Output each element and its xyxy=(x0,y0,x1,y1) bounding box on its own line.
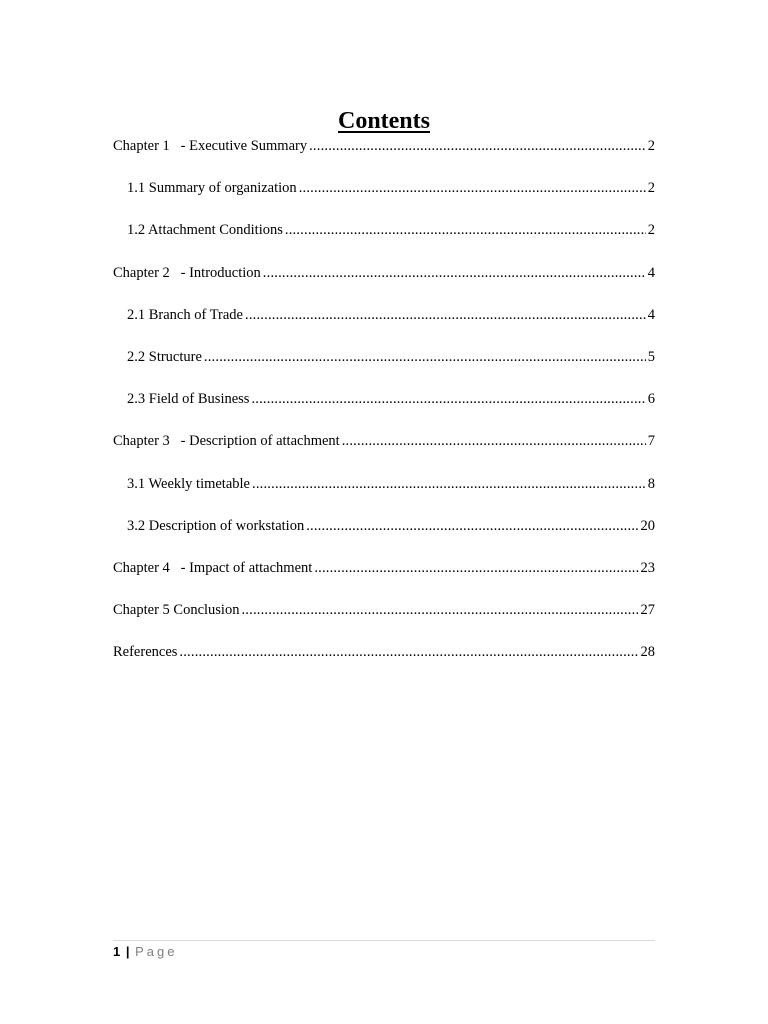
footer-separator: | xyxy=(125,944,130,959)
toc-entry-label: 2.3 Field of Business xyxy=(127,391,250,408)
footer-page-label: Page xyxy=(135,944,178,959)
toc-entry-label: 3.2 Description of workstation xyxy=(127,517,305,534)
toc-entry[interactable] xyxy=(113,642,655,684)
toc-entry-page: 7 xyxy=(647,433,655,450)
toc-dot-leader xyxy=(299,178,646,198)
toc-dot-leader xyxy=(204,347,646,367)
toc-entry-label: 3.1 Weekly timetable xyxy=(127,475,250,492)
toc-entry-label: Chapter 5 Conclusion xyxy=(113,602,240,619)
toc-dot-leader xyxy=(245,305,646,325)
toc-entry[interactable] xyxy=(113,136,655,178)
toc-entry-label: 2.1 Branch of Trade xyxy=(127,306,243,323)
toc-dot-leader xyxy=(309,136,646,156)
toc-entry-page: 4 xyxy=(647,306,655,323)
toc-entry-label: Chapter 2 - Introduction xyxy=(113,264,261,281)
toc-entry-page: 27 xyxy=(640,602,655,619)
toc-entry-label: 1.2 Attachment Conditions xyxy=(127,222,283,239)
toc-entry[interactable] xyxy=(113,389,655,431)
toc-entry-page: 6 xyxy=(647,391,655,408)
toc-entry[interactable] xyxy=(113,516,655,558)
toc-entry-label: Chapter 1 - Executive Summary xyxy=(113,138,308,154)
toc-dot-leader xyxy=(342,431,646,451)
toc-entry-page: 20 xyxy=(640,517,655,534)
toc-entry-page: 4 xyxy=(647,264,655,281)
toc-entry-page: 2 xyxy=(647,222,655,239)
toc-entry[interactable] xyxy=(113,220,655,262)
toc-entry[interactable] xyxy=(113,305,655,347)
footer-page-number: 1 xyxy=(113,944,121,959)
toc-entry-label: 2.2 Structure xyxy=(127,348,202,365)
toc-dot-leader xyxy=(252,474,646,494)
toc-entry-page: 2 xyxy=(647,138,655,154)
toc-entry-label: Chapter 3 - Description of attachment xyxy=(113,433,340,450)
toc-entry[interactable] xyxy=(113,431,655,473)
toc-entry-page: 5 xyxy=(647,348,655,365)
toc-entry-label: 1.1 Summary of organization xyxy=(127,180,297,197)
toc-entry-page: 2 xyxy=(647,180,655,197)
toc-entry-label: References xyxy=(113,644,178,661)
toc-entry[interactable] xyxy=(113,263,655,305)
toc-dot-leader xyxy=(179,642,638,662)
toc-dot-leader xyxy=(251,389,645,409)
toc-entry-page: 23 xyxy=(640,559,655,576)
toc-dot-leader xyxy=(285,220,646,240)
toc-entry[interactable] xyxy=(113,347,655,389)
toc-dot-leader xyxy=(306,516,638,536)
toc-dot-leader xyxy=(263,263,646,283)
toc-entry[interactable] xyxy=(113,178,655,220)
toc-dot-leader xyxy=(314,558,638,578)
toc-entry-page: 8 xyxy=(647,475,655,492)
contents-title: Contents xyxy=(337,108,430,134)
toc-entry[interactable] xyxy=(113,474,655,516)
table-of-contents xyxy=(113,136,655,684)
toc-entry-page: 28 xyxy=(640,644,655,661)
toc-entry[interactable] xyxy=(113,558,655,600)
toc-entry-label: Chapter 4 - Impact of attachment xyxy=(113,559,313,576)
toc-entry[interactable] xyxy=(113,600,655,642)
toc-dot-leader xyxy=(241,600,638,620)
page-footer xyxy=(113,940,655,960)
